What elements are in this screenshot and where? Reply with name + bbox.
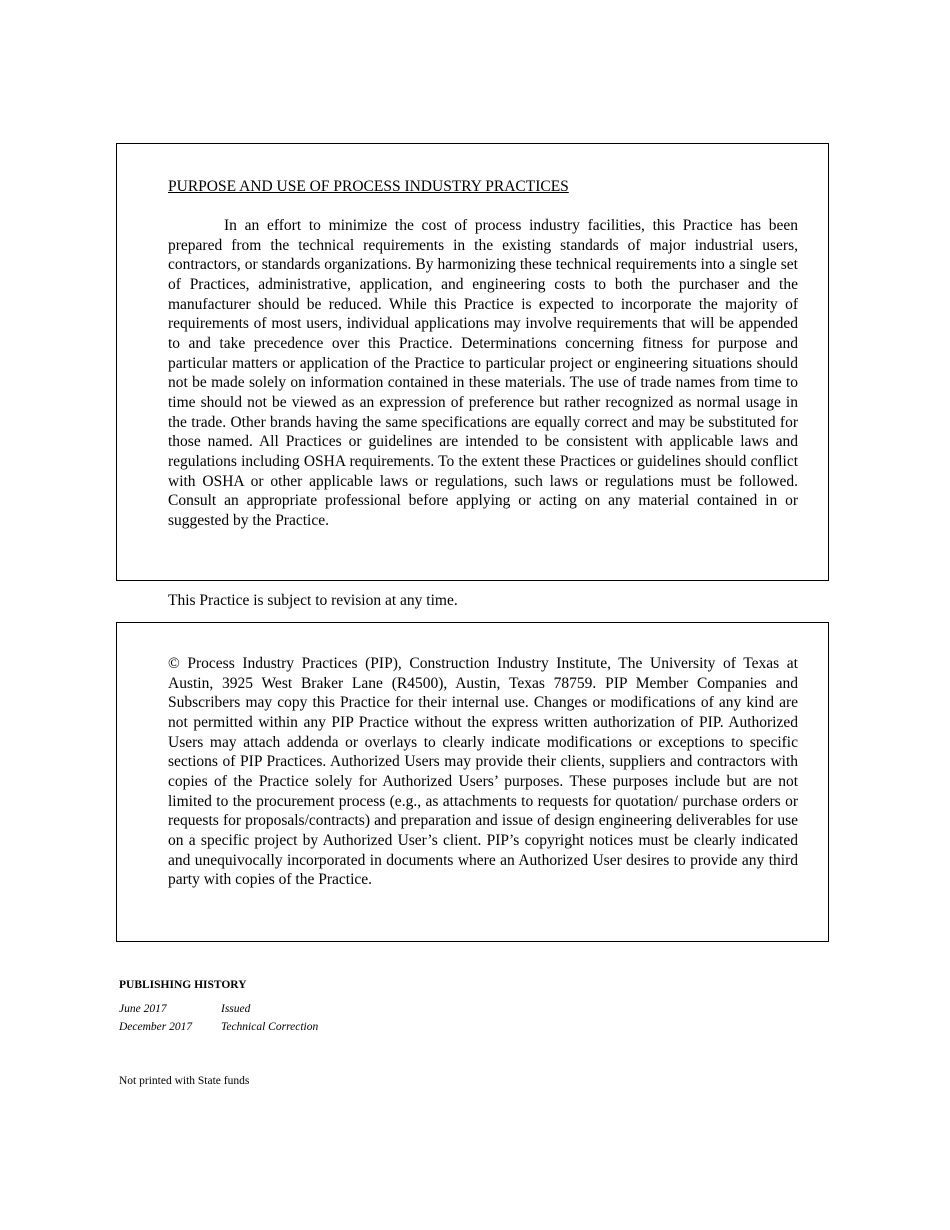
history-date: June 2017 [119,1003,167,1015]
purpose-heading: PURPOSE AND USE OF PROCESS INDUSTRY PRACTICES [168,178,569,195]
purpose-section [116,143,829,581]
history-date: December 2017 [119,1020,193,1033]
copyright-paragraph: © Process Industry Practices (PIP), Construction Industry Institute, The University of Texas at Austin, 3925 West Braker Lane (R4500), Austin, Texas 78759. PIP Member Companies and Subscribers may copy this Practice for their internal use. Changes or modifications of any kind are not permitted within any PIP Practice without the express written authorization of PIP. Authorized Users may attach addenda or overlays to clearly indicate modifications or exceptions to specific sections of PIP Practices. Authorized Users may provide their clients, suppliers and contractors with copies of the Practice solely for Authorized Users’ purposes. These purposes include but are not limited to the procurement process (e.g., as attachments to requests for quotation/ purchase orders or requests for proposals/contracts) and preparation and issue of design engineering deliverables for use on a specific project by Authorized User’s client. PIP’s copyright notices must be clearly indicated and unequivocally incorporated in documents where an Authorized User desires to provide any third party with copies of the Practice. [168,655,798,889]
revision-note: This Practice is subject to revision at any time. [168,592,458,609]
publishing-history-entry [119,1001,519,1019]
footer-note: Not printed with State funds [119,1075,250,1087]
publishing-history [119,978,519,1036]
history-status: Technical Correction [221,1020,319,1033]
purpose-paragraph: In an effort to minimize the cost of process industry facilities, this Practice has been prepared from the technical requirements in the existing standards of major industrial users, contractors, or standards organizations. By harmonizing these technical requirements into a single set of Practices, administrative, application, and engineering costs to both the purchaser and the manufacturer should be reduced. While this Practice is expected to incorporate the majority of requirements of most users, individual applications may involve requirements that will be appended to and take precedence over this Practice. Determinations concerning fitness for purpose and particular matters or application of the Practice to particular project or engineering situations should not be made solely on information contained in these materials. The use of trade names from time to time should not be viewed as an expression of preference but rather recognized as normal usage in the trade. Other brands having the same specifications are equally correct and may be substituted for those named. All Practices or guidelines are intended to be consistent with applicable laws and regulations including OSHA requirements. To the extent these Practices or guidelines should conflict with OSHA or other applicable laws or regulations, such laws or regulations must be followed. Consult an appropriate professional before applying or acting on any material contained in or suggested by the Practice. [168,217,798,529]
publishing-history-title: PUBLISHING HISTORY [119,979,247,991]
history-status: Issued [221,1003,251,1015]
publishing-history-entry [119,1019,519,1037]
copyright-section [116,622,829,942]
